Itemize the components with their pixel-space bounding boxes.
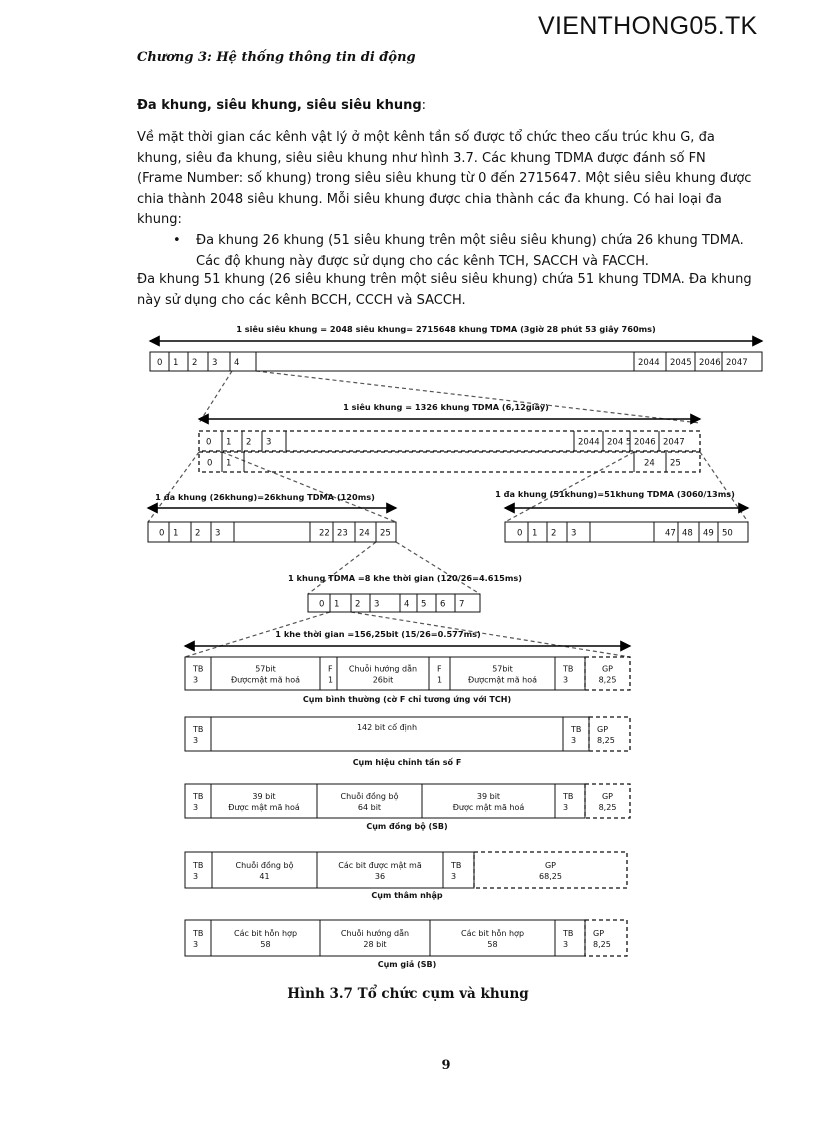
section-heading-colon: :	[421, 98, 427, 113]
burst-field-name: TB	[193, 725, 204, 734]
burst-field-bits: 1	[437, 675, 443, 685]
hyperframe-cell-label: 2047	[726, 358, 748, 368]
paragraph-line: khung, siêu đa khung, siêu siêu khung như hình 3.7. Các khung TDMA được đánh số FN	[137, 150, 706, 166]
multiframe26-cell-label: 24	[359, 528, 370, 539]
multiframe51-cell-label: 47	[665, 528, 676, 539]
superframe-cell-label: 25	[670, 458, 681, 469]
paragraph-line: (Frame Number: số khung) trong siêu siêu khung từ 0 đến 2715647. Một siêu siêu khung được	[137, 171, 752, 186]
guard-period-box	[585, 657, 630, 690]
burst-field-bits: 3	[193, 940, 199, 949]
multiframe51-cell-label: 2	[551, 528, 557, 539]
burst-field-bits: 41	[259, 872, 270, 881]
multiframe51-cell-label: 49	[703, 528, 714, 539]
superframe-cell-label: 204 5	[607, 437, 632, 448]
burst-field-bits: 3	[451, 872, 457, 881]
burst-field-bits: 68,25	[539, 872, 562, 881]
tdma-slot-label: 2	[355, 599, 361, 610]
hyperframe-cell-label: 2046	[699, 358, 721, 368]
burst-title: Cụm đồng bộ (SB)	[366, 822, 448, 831]
burst-box	[185, 657, 585, 690]
guard-period-box	[585, 784, 630, 818]
multiframe51-cell-label: 3	[571, 528, 577, 539]
superframe-label: 1 siêu khung = 1326 khung TDMA (6,12giây)	[343, 402, 549, 412]
burst-field-bits: 3	[193, 872, 199, 881]
hyperframe-cell-label: 4	[234, 358, 240, 368]
superframe-cell-label: 3	[266, 437, 272, 448]
tdma-slot-label: 4	[404, 599, 410, 610]
guard-period-box	[474, 852, 627, 888]
tdma-slot-label: 1	[334, 599, 340, 610]
burst-field-name: 142 bit cố định	[356, 723, 418, 732]
burst-box	[185, 852, 474, 888]
burst-field-bits: 1	[328, 675, 334, 685]
chapter-title: Chương 3: Hệ thống thông tin di động	[137, 50, 416, 65]
burst-title: Cụm thâm nhập	[371, 891, 443, 900]
burst-field-name: TB	[193, 861, 204, 870]
superframe-cell-label: 0	[206, 437, 212, 448]
hyperframe-cell-label: 3	[212, 358, 218, 368]
hyperframe-cell-label: 2044	[638, 358, 660, 368]
superframe-cell-label: 0	[207, 458, 213, 469]
multiframe26-cell-label: 3	[215, 528, 221, 539]
burst-field-name: TB	[193, 792, 204, 801]
hyperframe-cell-label: 0	[157, 358, 163, 368]
connector-lines	[148, 371, 748, 657]
burst-field-name: Các bit được mật mã	[338, 861, 422, 870]
burst-field-name: TB	[193, 929, 204, 938]
burst-field-bits: 3	[193, 803, 199, 812]
burst-box	[185, 784, 585, 818]
burst-field-bits: 58	[487, 940, 498, 949]
paragraph-line: Đa khung 51 khung (26 siêu khung trên một siêu siêu khung) chứa 51 khung TDMA. Đa khung	[137, 272, 752, 287]
burst-field-name: Chuỗi hướng dẫn	[348, 664, 418, 674]
burst-field-name: 39 bit	[252, 792, 276, 801]
burst-field-name: Các bit hỗn hợp	[460, 929, 525, 938]
tdma-slot-label: 3	[374, 599, 380, 610]
burst-field-bits: 3	[193, 736, 199, 745]
burst-field-name: TB	[193, 664, 204, 674]
burst-field-name: TB	[571, 725, 582, 734]
superframe-cell-label: 2	[246, 437, 252, 448]
burst-title: Cụm giả (SB)	[377, 960, 437, 969]
burst-field-bits: 3	[563, 940, 569, 949]
multiframe51-cell-label: 48	[682, 528, 693, 539]
paragraph-line: này sử dụng cho các kênh BCCH, CCCH và SACCH.	[137, 292, 466, 308]
hyperframe-label: 1 siêu siêu khung = 2048 siêu khung= 2715648 khung TDMA (3giờ 28 phút 53 giây 760ms)	[236, 324, 656, 334]
burst-field-bits: 28 bit	[363, 940, 387, 949]
burst-field-name: Chuỗi đồng bộ	[340, 792, 399, 801]
burst-field-bits: 26bit	[372, 675, 394, 685]
paragraph-line: khung:	[137, 212, 182, 227]
guard-period-box	[585, 920, 627, 956]
multiframe26-cell-label: 23	[337, 528, 348, 539]
multiframe26-cell-label: 2	[195, 528, 201, 539]
burst-field-name: TB	[563, 929, 574, 938]
burst-field-name: 57bit	[492, 664, 513, 674]
hyperframe-cell-label: 2	[192, 358, 198, 368]
burst-field-bits: 3	[193, 675, 199, 685]
superframe-cell-label: 2046	[634, 437, 656, 448]
burst-field-bits: 3	[563, 675, 569, 685]
burst-field-bits: 64 bit	[357, 803, 382, 812]
burst-field-name: GP	[601, 664, 614, 674]
tdma-label: 1 khung TDMA =8 khe thời gian (120/26=4.615ms)	[287, 573, 523, 583]
burst-field-name: GP	[601, 792, 614, 801]
burst-box	[185, 920, 585, 956]
bullet-dot: •	[173, 233, 181, 248]
burst-field-name: TB	[451, 861, 462, 870]
superframe-cell-label: 2044	[578, 437, 600, 448]
superframe-cell-label: 2047	[663, 437, 685, 448]
tdma-slot-label: 6	[440, 599, 446, 610]
burst-field-bits: Được mật mã hoá	[452, 803, 525, 812]
burst-field-bits: 8,25	[597, 736, 615, 745]
multiframe26-cell-label: 1	[173, 528, 179, 539]
burst-field-bits: 3	[571, 736, 577, 745]
burst-field-name: 57bit	[255, 664, 276, 674]
burst-field-name: Chuỗi hướng dẫn	[340, 929, 410, 938]
guard-period-box	[589, 717, 630, 751]
superframe-bottom-box	[199, 452, 700, 472]
hyperframe-cell-label: 1	[173, 358, 179, 368]
superframe-cell-label: 1	[226, 437, 232, 448]
multiframe26-label: 1 đa khung (26khung)=26khung TDMA (120ms)	[155, 492, 375, 502]
burst-field-name: TB	[563, 664, 574, 674]
bullet-line: Đa khung 26 khung (51 siêu khung trên một siêu siêu khung) chứa 26 khung TDMA.	[196, 233, 744, 248]
multiframe51-cell-label: 50	[722, 528, 733, 539]
burst-field-name: TB	[563, 792, 574, 801]
multiframe26-cell-label: 25	[380, 528, 391, 539]
burst-field-name: Chuỗi đồng bộ	[235, 861, 294, 870]
burst-field-name: GP	[593, 929, 605, 938]
multiframe26-cell-label: 0	[159, 528, 165, 539]
burst-field-name: 39 bit	[476, 792, 501, 801]
multiframe51-label: 1 đa khung (51khung)=51khung TDMA (3060/13ms)	[495, 489, 735, 499]
burst-title: Cụm hiệu chỉnh tần số F	[352, 758, 462, 767]
burst-field-name: F	[437, 664, 442, 674]
burst-field-bits: 8,25	[593, 940, 611, 949]
burst-field-name: GP	[597, 725, 609, 734]
paragraph-line: Về mặt thời gian các kênh vật lý ở một kênh tần số được tổ chức theo cấu trúc khu G, đa	[137, 130, 715, 145]
superframe-cell-label: 24	[644, 458, 655, 469]
burst-field-bits: 8,25	[598, 803, 617, 812]
tdma-slot-label: 0	[319, 599, 325, 610]
timeslot-label: 1 khe thời gian =156,25bit (15/26=0.577ms)	[275, 629, 481, 639]
tdma-slot-label: 5	[421, 599, 427, 610]
multiframe26-cell-label: 22	[319, 528, 330, 539]
burst-field-bits: Được mật mã hoá	[228, 803, 300, 812]
burst-title: Cụm bình thường (cờ F chỉ tương ứng với TCH)	[302, 695, 512, 704]
bullet-line: Các độ khung này được sử dụng cho các kênh TCH, SACCH và FACCH.	[196, 253, 649, 269]
tdma-slot-label: 7	[459, 599, 465, 610]
section-heading-text: Đa khung, siêu khung, siêu siêu khung	[137, 98, 422, 113]
page-number: 9	[441, 1058, 451, 1073]
burst-field-bits: Đượcmật mã hoá	[467, 675, 538, 685]
watermark-text: VIENTHONG05.TK	[538, 12, 758, 40]
multiframe51-cell-label: 1	[532, 528, 538, 539]
burst-field-bits: 36	[374, 872, 386, 881]
hyperframe-cell-label: 2045	[670, 358, 692, 368]
burst-field-bits: 8,25	[598, 675, 617, 685]
burst-field-name: GP	[544, 861, 557, 870]
burst-field-bits: 58	[260, 940, 271, 949]
burst-field-bits: 3	[563, 803, 569, 812]
burst-field-name: F	[328, 664, 333, 674]
multiframe51-cell-label: 0	[517, 528, 523, 539]
burst-field-bits: Đượcmật mã hoá	[230, 675, 301, 685]
superframe-cell-label: 1	[226, 458, 232, 469]
figure-caption: Hình 3.7 Tổ chức cụm và khung	[287, 986, 529, 1002]
paragraph-line: chia thành 2048 siêu khung. Mỗi siêu khung được chia thành các đa khung. Có hai loại đa	[137, 191, 722, 207]
burst-field-name: Các bit hỗn hợp	[233, 929, 298, 938]
